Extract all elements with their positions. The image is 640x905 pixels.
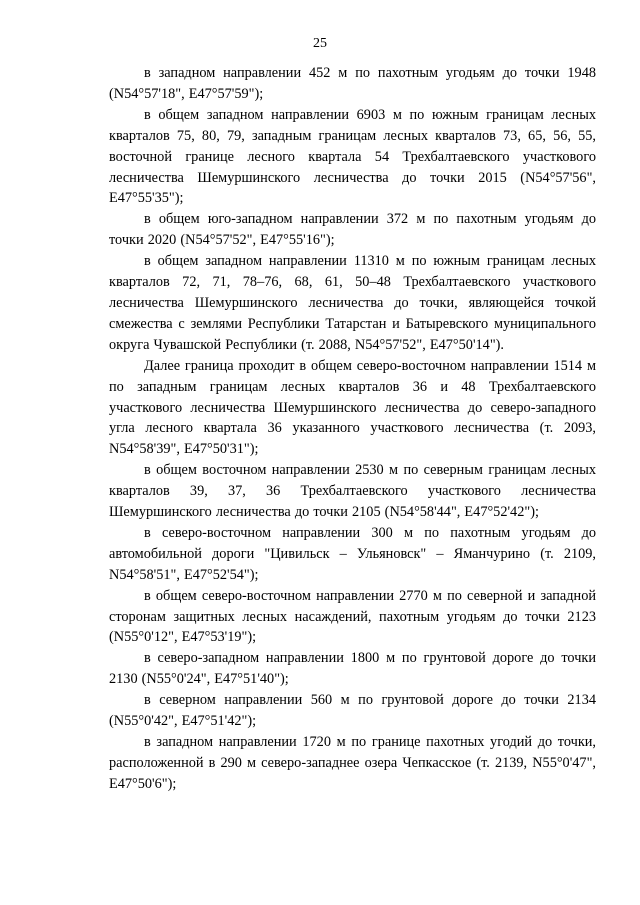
- paragraph: в северном направлении 560 м по грунтовой дороге до точки 2134 (N55°0'42", E47°51'42");: [109, 692, 596, 730]
- paragraph: в западном направлении 1720 м по границе пахотных угодий до точки, расположенной в 290 м северо-западнее озера Чепкасское (т. 2139, N55°0'47", E47°50'6");: [109, 734, 596, 792]
- paragraph: в общем западном направлении 6903 м по южным границам лесных кварталов 75, 80, 79, западным границам лесных кварталов 73, 65, 56, 55, восточной границе лесного квартала 54 Трехбалтаевского участкового лесничества Шемуршинского лесничества до точки 2015 (N54°57'56", E47°55'35");: [109, 106, 596, 207]
- paragraph: в общем восточном направлении 2530 м по северным границам лесных кварталов 39, 37, 36 Трехбалтаевского участкового лесничества Шемуршинского лесничества до точки 2105 (N54°58'44", E47°52'42");: [109, 462, 596, 521]
- paragraph: в общем северо-восточном направлении 2770 м по северной и западной сторонам защитных лесных насаждений, пахотным угодьям до точки 2123 (N55°0'12", E47°53'19");: [109, 587, 596, 646]
- paragraph: Далее граница проходит в общем северо-восточном направлении 1514 м по западным границам лесных кварталов 36 и 48 Трехбалтаевского участкового лесничества Шемуршинского лесничества до северо-западного угла лесного квартала 36 указанного участкового лесничества (т. 2093, N54°58'39", E47°50'31");: [109, 357, 596, 458]
- page-number: 25: [313, 36, 327, 51]
- paragraph: в западном направлении 452 м по пахотным угодьям до точки 1948 (N54°57'18", E47°57'59");: [109, 65, 596, 102]
- paragraph: в северо-западном направлении 1800 м по грунтовой дороге до точки 2130 (N55°0'24", E47°51'40");: [109, 650, 596, 688]
- document-body: [109, 63, 596, 795]
- paragraph: в северо-восточном направлении 300 м по пахотным угодьям до автомобильной дороги "Цивильск – Ульяновск" – Яманчурино (т. 2109, N54°58'51", E47°52'54");: [109, 524, 596, 583]
- paragraph: в общем юго-западном направлении 372 м по пахотным угодьям до точки 2020 (N54°57'52", E47°55'16");: [109, 211, 596, 249]
- paragraph: в общем западном направлении 11310 м по южным границам лесных кварталов 72, 71, 78–76, 68, 61, 50–48 Трехбалтаевского участкового лесничества Шемуршинского лесничества до точки, являющейся точкой смежества с землями Республики Татарстан и Батыревского муниципального округа Чувашской Республики (т. 2088, N54°57'52", E47°50'14").: [109, 253, 596, 353]
